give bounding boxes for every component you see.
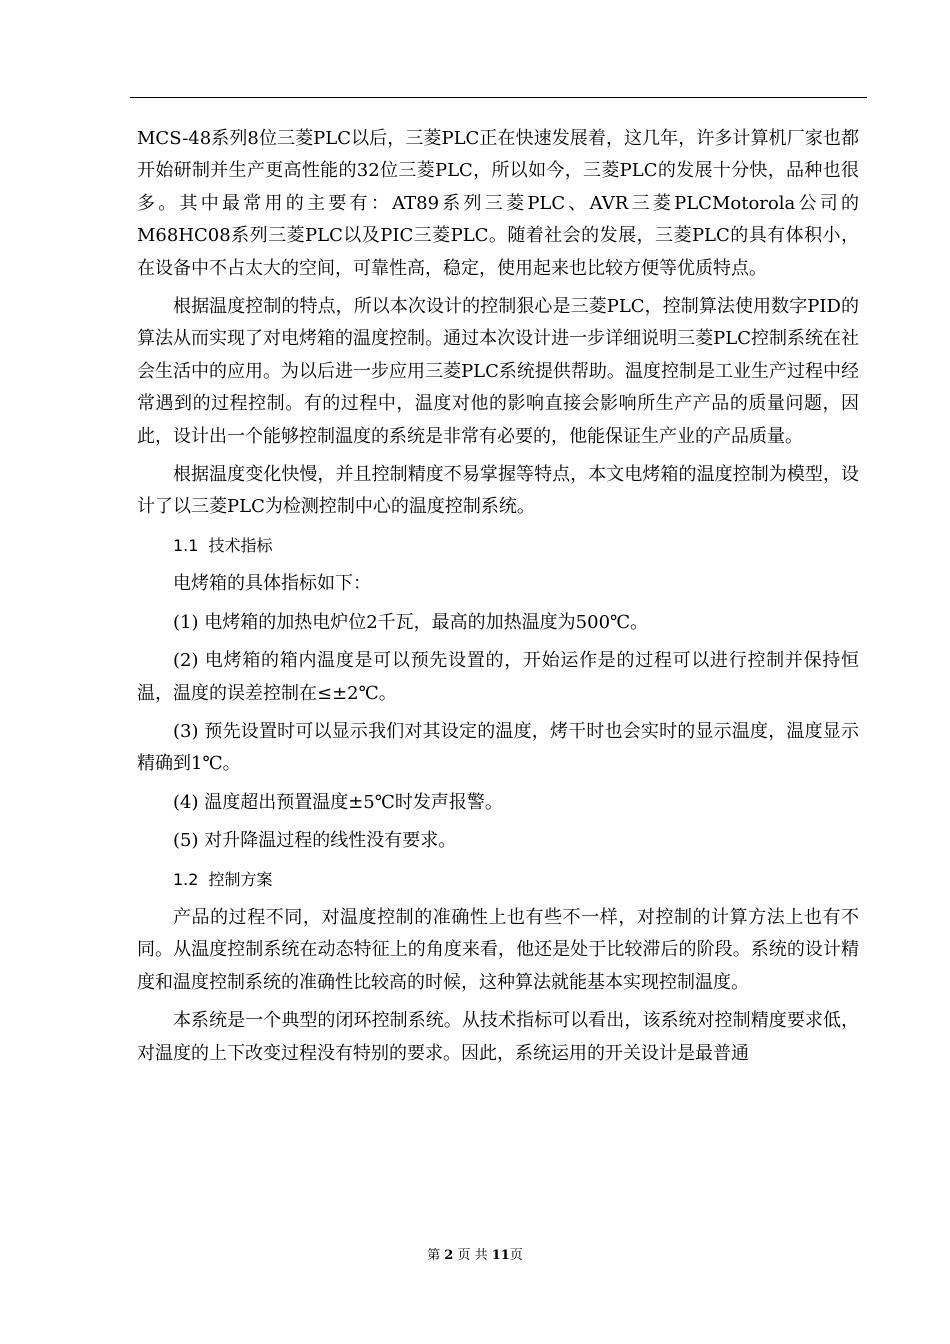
section-title: 控制方案 [208,869,273,889]
paragraph: 根据温度控制的特点，所以本次设计的控制狠心是三菱PLC，控制算法使用数字PID的算法从而实现了对电烤箱的温度控制。通过本次设计进一步详细说明三菱PLC控制系统在社会生活中的应用。为以后进一步应用三菱PLC系统提供帮助。温度控制是工业生产过程中经常遇到的过程控制。有的过程中，温度对他的影响直接会影响所生产产品的质量问题，因此，设计出一个能够控制温度的系统是非常有必要的，他能保证生产业的产品质量。 [137,296,859,447]
section-number: 1.1 [173,535,199,555]
section-number: 1.2 [173,869,199,889]
paragraph: 本系统是一个典型的闭环控制系统。从技术指标可以看出，该系统对控制精度要求低，对温度的上下改变过程没有特别的要求。因此，系统运用的开关设计是最普通 [137,1010,859,1064]
footer-suffix: 页 [509,1248,523,1263]
header-rule [130,97,867,98]
page-total: 11 [491,1248,510,1263]
section-heading-1-1 [137,530,859,562]
list-item: (1) 电烤箱的加热电炉位2千瓦，最高的加热温度为500℃。 [173,611,649,633]
paragraph-continued: MCS-48系列8位三菱PLC以后，三菱PLC正在快速发展着，这几年，许多计算机厂家也都开始研制并生产更高性能的32位三菱PLC，所以如今，三菱PLC的发展十分快，品种也很多。其中最常用的主要有：AT89系列三菱PLC、AVR三菱PLCMotorola公司的M68HC08系列三菱PLC以及PIC三菱PLC。随着社会的发展，三菱PLC的具有体积小，在设备中不占太大的空间，可靠性高，稳定，使用起来也比较方便等优质特点。 [137,128,859,279]
list-item: (2) 电烤箱的箱内温度是可以预先设置的，开始运作是的过程可以进行控制并保持恒温，温度的误差控制在≤±2℃。 [137,650,859,704]
footer-middle: 页 共 [457,1248,488,1263]
paragraph: 电烤箱的具体指标如下： [173,573,371,595]
paragraph: 根据温度变化快慢，并且控制精度不易掌握等特点，本文电烤箱的温度控制为模型，设计了以三菱PLC为检测控制中心的温度控制系统。 [137,464,859,518]
page-number: 2 [444,1248,454,1263]
list-item: (4) 温度超出预置温度±5℃时发声报警。 [173,791,503,813]
list-item: (5) 对升降温过程的线性没有要求。 [173,830,457,852]
section-heading-1-2 [137,864,859,896]
section-title: 技术指标 [208,535,273,555]
page-footer [0,1244,950,1263]
document-body [137,123,859,1076]
footer-prefix: 第 [427,1248,441,1263]
list-item: (3) 预先设置时可以显示我们对其设定的温度，烤干时也会实时的显示温度，温度显示精确到1℃。 [137,720,859,775]
paragraph: 产品的过程不同，对温度控制的准确性上也有些不一样，对控制的计算方法上也有不同。从温度控制系统在动态特征上的角度来看，他还是处于比较滞后的阶段。系统的设计精度和温度控制系统的准确性比较高的时候，这种算法就能基本实现控制温度。 [137,906,859,993]
